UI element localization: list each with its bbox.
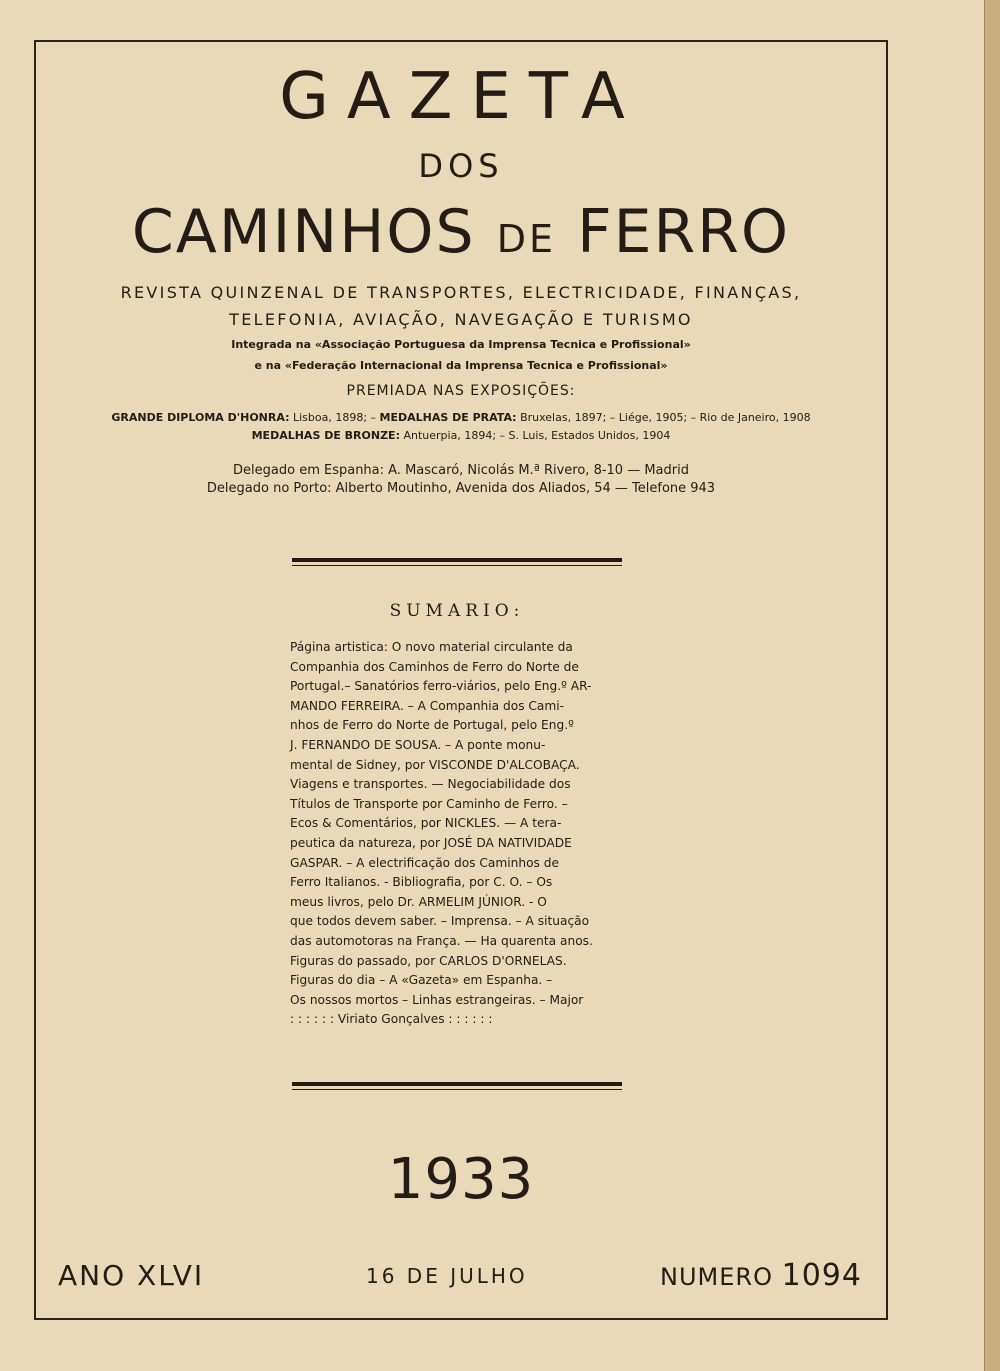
- summary-body: [290, 638, 629, 1030]
- bottom-rule-thick: [292, 1082, 622, 1086]
- subtitle-line-2: TELEFONIA, AVIAÇÃO, NAVEGAÇÃO E TURISMO: [229, 310, 693, 329]
- issue-number-label: NUMERO: [660, 1263, 773, 1291]
- awards-line-1: [34, 410, 888, 425]
- title-de: DE: [496, 217, 556, 261]
- volume-number: ANO XLVI: [58, 1259, 205, 1292]
- summary-line: peutica da natureza, por JOSÉ DA NATIVIDADE: [290, 835, 572, 850]
- awards-line-2: [34, 428, 888, 443]
- summary-line: que todos devem saber. – Imprensa. – A situação: [290, 914, 590, 929]
- awards-text-diploma: Lisboa, 1898; –: [289, 411, 380, 424]
- summary-line: Ecos & Comentários, por NICKLES. — A tera-: [290, 816, 562, 831]
- title-gazeta: GAZETA: [279, 60, 643, 134]
- summary-line: Página artistica: O novo material circulante da: [290, 640, 573, 654]
- title-dos: DOS: [418, 147, 504, 185]
- title-ferro: FERRO: [577, 197, 791, 267]
- year: 1933: [387, 1147, 535, 1212]
- awards-text-bronze: Antuerpia, 1894; – S. Luis, Estados Unidos, 1904: [399, 429, 671, 442]
- issue-number-value: 1094: [781, 1258, 862, 1293]
- summary-line: Os nossos mortos – Linhas estrangeiras. – Major: [290, 992, 584, 1007]
- binding-edge: [984, 0, 1000, 1371]
- summary-line: das automotoras na França. — Ha quarenta anos.: [290, 933, 593, 948]
- subtitle-line-1: REVISTA QUINZENAL DE TRANSPORTES, ELECTRICIDADE, FINANÇAS,: [120, 283, 802, 302]
- delegate-porto: Delegado no Porto: Alberto Moutinho, Avenida dos Aliados, 54 — Telefone 943: [206, 481, 716, 496]
- awards-label-diploma: GRANDE DIPLOMA D'HONRA:: [111, 411, 290, 424]
- summary-line: Figuras do dia – A «Gazeta» em Espanha. –: [290, 973, 553, 988]
- summary-line: MANDO FERREIRA. – A Companhia dos Cami-: [290, 698, 565, 713]
- issue-number: [660, 1258, 862, 1295]
- summary-line: Ferro Italianos. - Bibliografia, por C. O. – Os: [290, 875, 553, 890]
- summary-line: Viagens e transportes. — Negociabilidade dos: [290, 777, 571, 792]
- delegate-spain: Delegado em Espanha: A. Mascaró, Nicolás M.ª Rivero, 8-10 — Madrid: [233, 463, 689, 478]
- association-line-1: Integrada na «Associação Portuguesa da Imprensa Tecnica e Profissional»: [231, 338, 691, 351]
- issue-date: 16 DE JULHO: [366, 1264, 528, 1288]
- summary-line: meus livros, pelo Dr. ARMELIM JÚNIOR. - O: [290, 894, 547, 909]
- bottom-rule-thin: [292, 1089, 622, 1090]
- association-line-2: e na «Federação Internacional da Imprensa Tecnica e Profissional»: [254, 359, 668, 372]
- title-caminhos-de-ferro: [34, 196, 888, 275]
- summary-line: GASPAR. – A electrificação dos Caminhos de: [290, 855, 560, 870]
- top-rule-thick: [292, 558, 622, 562]
- awards-heading: PREMIADA NAS EXPOSIÇÕES:: [346, 383, 576, 399]
- awards-label-bronze: MEDALHAS DE BRONZE:: [251, 429, 400, 442]
- awards-text-prata: Bruxelas, 1897; – Liége, 1905; – Rio de Janeiro, 1908: [516, 411, 811, 424]
- summary-line: J. FERNANDO DE SOUSA. – A ponte monu-: [290, 737, 546, 752]
- title-caminhos: CAMINHOS: [131, 197, 476, 267]
- summary-line: mental de Sidney, por VISCONDE D'ALCOBAÇA.: [290, 757, 580, 772]
- summary-line: Portugal.– Sanatórios ferro-viários, pelo Eng.º AR-: [290, 679, 592, 694]
- awards-label-prata: MEDALHAS DE PRATA:: [379, 411, 517, 424]
- summary-line: nhos de Ferro do Norte de Portugal, pelo Eng.º: [290, 718, 574, 733]
- summary-line: Títulos de Transporte por Caminho de Ferro. –: [290, 796, 568, 811]
- top-rule-thin: [292, 565, 622, 566]
- summary-heading: SUMARIO:: [389, 601, 525, 621]
- summary-line: : : : : : : Viriato Gonçalves : : : : : :: [290, 1012, 493, 1027]
- summary-line: Companhia dos Caminhos de Ferro do Norte de: [290, 659, 579, 674]
- summary-line: Figuras do passado, por CARLOS D'ORNELAS.: [290, 953, 567, 968]
